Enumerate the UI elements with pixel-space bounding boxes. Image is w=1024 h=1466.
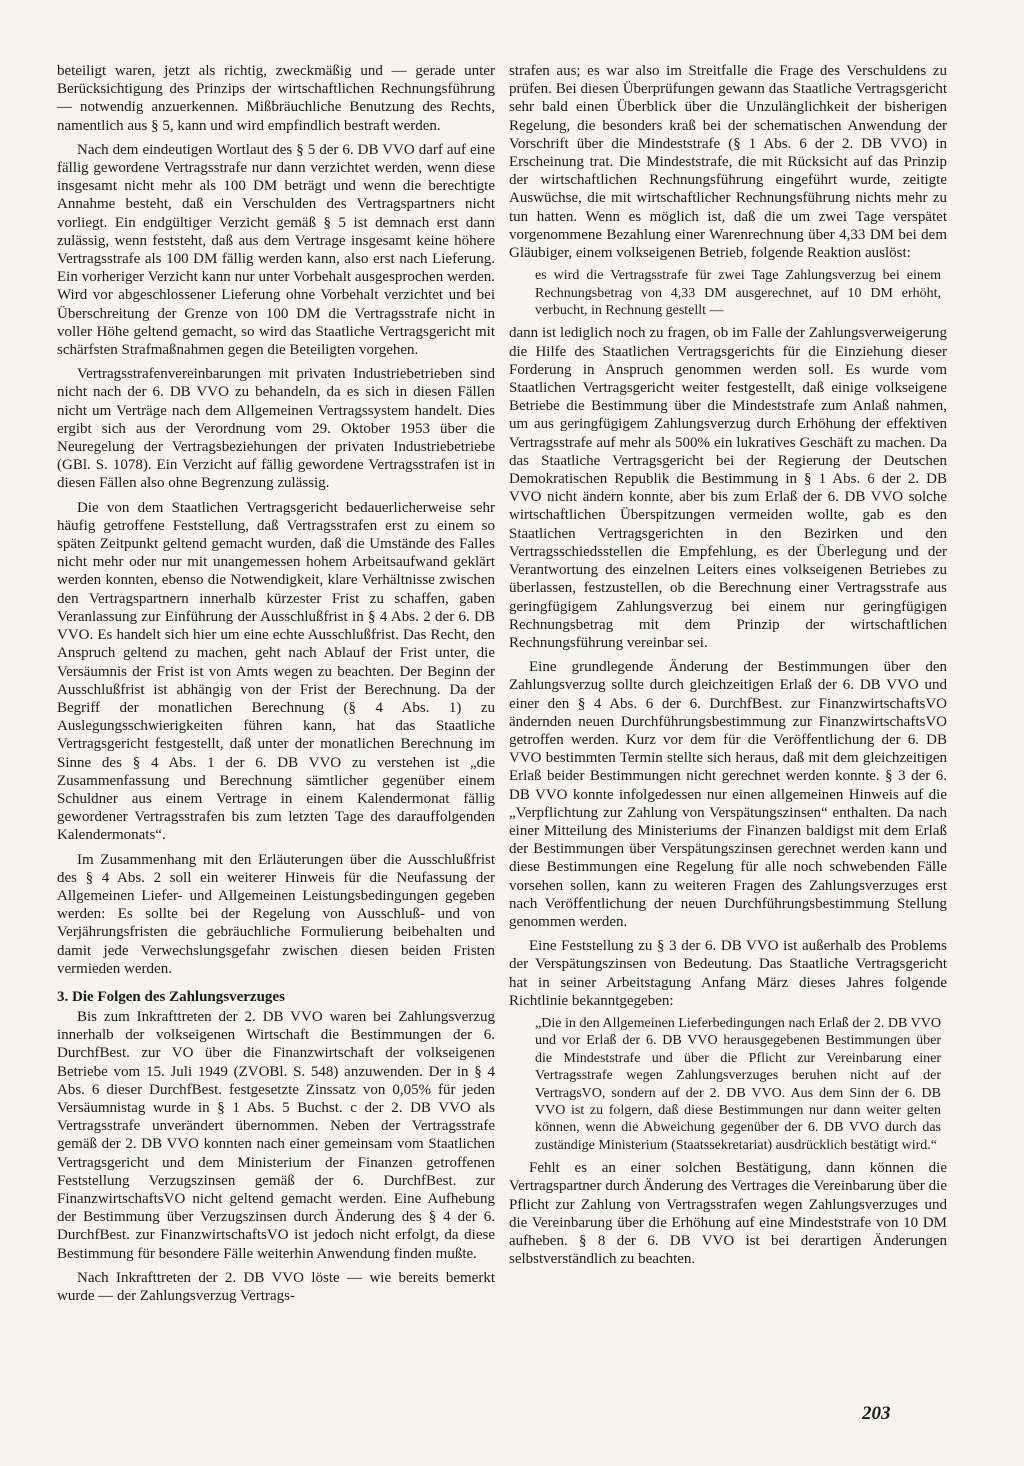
left-column — [57, 62, 495, 1305]
quote-block-1: es wird die Vertragsstrafe für zwei Tage Zahlungsverzug bei einem Rechnungsbetrag von 4,33 DM ausgerechnet, auf 10 DM erhöht, verbucht, in Rechnung gestellt — — [535, 268, 941, 319]
quote-block-2: „Die in den Allgemeinen Lieferbedingungen nach Erlaß der 2. DB VVO und vor Erlaß der 6. DB VVO herausgegebenen Bestimmungen über die Mindeststrafe und über die Pflicht zur Vereinbarung einer Vertragsstrafe wegen Zahlungsverzuges beruhen nicht auf der VertragsVO, sondern auf der 2. DB VVO. Aus dem Sinn der 6. DB VVO ist zu folgern, daß diese Bestimmungen nur dann weiter gelten können, wenn die Abweichung gegenüber der 6. DB VVO durch das zuständige Ministerium (Staatssekretariat) ausdrücklich bestätigt wird.“ — [535, 1015, 941, 1153]
right-paragraph-4: Eine Feststellung zu § 3 der 6. DB VVO ist außerhalb des Problems der Verspätungszinsen von Bedeutung. Das Staatliche Vertragsgericht hat in seiner Arbeitstagung Anfang März dieses Jahres folgende Richtlinie bekanntgegeben: — [509, 938, 947, 1009]
right-paragraph-5: Fehlt es an einer solchen Bestätigung, dann können die Vertragspartner durch Änderung des Vertrages die Vereinbarung über die Pflicht zur Zahlung von Vertragsstrafen wegen Zahlungsverzuges und die Vereinbarung über die Erhöhung auf eine Mindeststrafe von 10 DM aufheben. § 8 der 6. DB VVO ist bei derartigen Änderungen selbstverständlich zu beachten. — [509, 1160, 947, 1268]
right-column — [509, 62, 947, 1268]
right-paragraph-2: dann ist lediglich noch zu fragen, ob im Falle der Zahlungsverweigerung die Hilfe des Staatlichen Vertragsgerichts für die Einziehung dieser Forderung in Anspruch genommen werden soll. Es wurde vom Staatlichen Vertragsgericht weiter festgestellt, daß einige volkseigene Betriebe die Bestimmung über die Mindeststrafe zum Anlaß nahmen, um aus geringfügigem Zahlungsverzug durch Erhöhung der effektiven Vertragsstrafe auf mehr als 500% ein lukratives Geschäft zu machen. Da das Staatliche Vertragsgericht bei der Regierung der Deutschen Demokratischen Republik die Bestimmung in § 1 Abs. 6 der 2. DB VVO nicht ändern konnte, aber bis zum Erlaß der 6. DB VVO solche wirtschaftlichen Überspitzungen vermeiden wollte, gab es den Staatlichen Vertragsgerichten in den Bezirken und den Vertragsschiedsstellen die Empfehlung, es der Überlegung und der Verantwortung des einzelnen Leiters eines volkseigenen Betriebes zu überlassen, festzustellen, ob die Berechnung einer Vertragsstrafe aus geringfügigem Zahlungsverzug bei einem nur geringfügigen Rechnungsbetrag mit dem Prinzip der wirtschaftlichen Rechnungsführung vereinbar sei. — [509, 325, 947, 651]
right-paragraph-3: Eine grundlegende Änderung der Bestimmungen über den Zahlungsverzug sollte durch gleichzeitigen Erlaß der 6. DB VVO und einer den § 4 Abs. 6 der 6. DurchfBest. zur FinanzwirtschaftsVO ändernden neuen Durchführungsbestimmung zur FinanzwirtschaftsVO getroffen werden. Kurz vor dem für die Veröffentlichung der 6. DB VVO bestimmten Termin stellte sich heraus, daß mit dem gleichzeitigen Erlaß beider Bestimmungen nicht gerechnet werden konnte. § 3 der 6. DB VVO konnte infolgedessen nur einen allgemeinen Hinweis auf die „Verpflichtung zur Zahlung von Verspätungszinsen“ enthalten. Da nach einer Mitteilung des Ministeriums der Finanzen baldigst mit dem Erlaß der Bestimmungen über Verspätungszinsen gerechnet werden kann und diese Bestimmungen eine Regelung für alle noch schwebenden Fälle vorsehen sollen, kann zu weiteren Fragen des Zahlungsverzuges erst nach Veröffentlichung der neuen Durchführungsbestimmung Stellung genommen werden. — [509, 659, 947, 930]
right-paragraph-1: strafen aus; es war also im Streitfalle die Frage des Verschuldens zu prüfen. Bei diesen Überprüfungen gewann das Staatliche Vertragsgericht sehr bald einen Überblick über die Unzulänglichkeit der bisherigen Regelung, die besonders kraß bei der schematischen Anwendung der Vorschrift über die Mindeststrafe (§ 1 Abs. 6 der 2. DB VVO) in Erscheinung trat. Die Mindeststrafe, die mit Rücksicht auf das Prinzip der wirtschaftlichen Rechnungsführung eingeführt wurde, zeitigte Auswüchse, die mit wirtschaftlicher Rechnungsführung nichts mehr zu tun hatten. Wenn es möglich ist, daß die um zwei Tage verspätet vorgenommene Bezahlung einer Warenrechnung über 4,33 DM bei dem Gläubiger, einem volkseigenen Betrieb, folgende Reaktion auslöst: — [509, 63, 947, 262]
left-paragraph-4: Die von dem Staatlichen Vertragsgericht bedauerlicherweise sehr häufig getroffene Feststellung, daß Vertragsstrafen erst zu einem so späten Zeitpunkt geltend gemacht wurden, daß die Umstände des Falles nicht mehr oder nur mit unangemessen hohem Arbeitsaufwand geklärt werden konnten, ebenso die Notwendigkeit, klare Verhältnisse zwischen den Vertragspartnern innerhalb kürzester Frist zu schaffen, gaben Veranlassung zur Einführung der Ausschlußfrist in § 4 Abs. 2 der 6. DB VVO. Es handelt sich hier um eine echte Ausschlußfrist. Das Recht, den Anspruch geltend zu machen, geht nach Ablauf der Frist unter, die Versäumnis der Frist ist von Amts wegen zu beachten. Der Beginn der Ausschlußfrist ist abhängig von der Frist der Berechnung. Da der Begriff der monatlichen Berechnung (§ 4 Abs. 1) zu Auslegungsschwierigkeiten führen kann, hat das Staatliche Vertragsgericht festgestellt, daß unter der monatlichen Berechnung im Sinne des § 4 Abs. 1 der 6. DB VVO zu verstehen ist „die Zusammenfassung und Berechnung sämtlicher gegenüber einem Schuldner aus einem Vertrage in einem Kalendermonat fällig gewordener Vertragsstrafen bis zum letzten Tage des darauffolgenden Kalendermonats“. — [57, 499, 495, 844]
left-paragraph-1: beteiligt waren, jetzt als richtig, zweckmäßig und — gerade unter Berücksichtigung des Prinzips der wirtschaftlichen Rechnungsführung — notwendig anzuerkennen. Mißbräuchliche Benutzung des Rechts, namentlich aus § 5, kann und wird empfindlich bestraft werden. — [57, 63, 495, 134]
left-paragraph-7: Nach Inkrafttreten der 2. DB VVO löste — wie bereits bemerkt wurde — der Zahlungsverzug Vertrags- — [57, 1269, 495, 1304]
page-number: 203 — [862, 1403, 891, 1424]
left-paragraph-6: Bis zum Inkrafttreten der 2. DB VVO waren bei Zahlungsverzug innerhalb der volkseigenen Wirtschaft die Bestimmungen der 6. DurchfBest. zur VO über die Finanzwirtschaft der volkseigenen Betriebe vom 15. Juli 1949 (ZVOBl. S. 548) anzuwenden. Der in § 4 Abs. 6 dieser DurchfBest. festgesetzte Zinssatz von 0,05% für jeden Versäumnistag wurde in § 1 Abs. 5 Buchst. c der 2. DB VVO als Vertragsstrafe unverändert übernommen. Neben der Vertragsstrafe gemäß der 2. DB VVO konnten nach einer gemeinsam vom Staatlichen Vertragsgericht und dem Ministerium der Finanzen getroffenen Feststellung Verzugszinsen gemäß der 6. DurchfBest. zur FinanzwirtschaftsVO nicht geltend gemacht werden. Eine Aufhebung der Bestimmung über Verzugszinsen durch Änderung des § 4 der 6. DurchfBest. zur FinanzwirtschaftsVO ist jedoch nicht erfolgt, da diese Bestimmung für besondere Fälle weiterhin Anwendung finden mußte. — [57, 1008, 495, 1262]
left-paragraph-2: Nach dem eindeutigen Wortlaut des § 5 der 6. DB VVO darf auf eine fällig gewordene Vertragsstrafe nur dann verzichtet werden, wenn diese insgesamt nicht mehr als 100 DM beträgt und wenn die berechtigte Annahme besteht, daß ein Verschulden des Vertragspartners nicht vorliegt. Ein endgültiger Verzicht gemäß § 5 ist demnach erst dann zulässig, wenn feststeht, daß aus dem Vertrage insgesamt keine höhere Vertragsstrafe als 100 DM fällig werden kann, also erst nach Lieferung. Ein vorheriger Verzicht kann nur unter Vorbehalt ausgesprochen werden. Wird vor abgeschlossener Lieferung ohne Vorbehalt verzichtet und bei Überschreitung der Grenze von 100 DM die Vertragsstrafe nicht in voller Höhe geltend gemacht, so wird das Staatliche Vertragsgericht mit schärfsten Strafmaßnahmen gegen die Beteiligten vorgehen. — [57, 141, 495, 359]
left-paragraph-3: Vertragsstrafenvereinbarungen mit privaten Industriebetrieben sind nicht nach der 6. DB VVO zu behandeln, da es sich in diesen Fällen nicht um Verträge nach dem Allgemeinen Vertragssystem handelt. Dies ergibt sich aus der Verordnung vom 29. Oktober 1953 über die Neuregelung der Vertragsbeziehungen der privaten Industriebetriebe (GBl. S. 1078). Ein Verzicht auf fällig gewordene Vertragsstrafen ist in diesen Fällen also ohne Begrenzung zulässig. — [57, 366, 495, 492]
left-paragraph-5: Im Zusammenhang mit den Erläuterungen über die Ausschlußfrist des § 4 Abs. 2 soll ein weiterer Hinweis für die Neufassung der Allgemeinen Liefer- und Allgemeinen Leistungsbedingungen gegeben werden: Es sollte bei der Regelung von Ausschluß- und von Verjährungsfristen die gebräuchliche Formulierung beibehalten und damit jede Verwechslungsgefahr zwischen diesen beiden Fristen vermieden werden. — [57, 851, 495, 977]
section-heading: 3. Die Folgen des Zahlungsverzuges — [57, 988, 285, 1005]
